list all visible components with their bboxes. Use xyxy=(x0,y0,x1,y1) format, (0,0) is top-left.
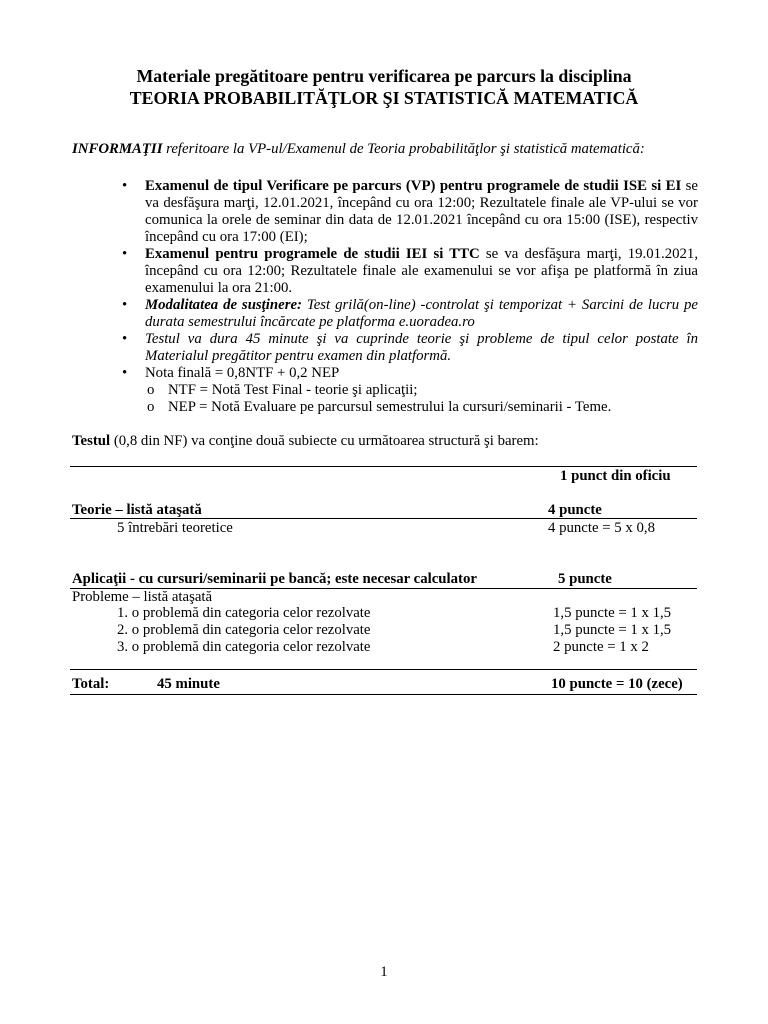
theory-points: 4 puncte xyxy=(548,501,602,518)
problem-item: 2. o problemă din categoria celor rezolvate xyxy=(117,621,371,638)
circle-bullet-icon: o xyxy=(147,398,155,415)
theory-heading: Teorie – listă ataşată xyxy=(72,501,202,518)
problem-item: 3. o problemă din categoria celor rezolvate xyxy=(117,638,371,655)
info-lead: INFORMAŢII xyxy=(72,140,163,157)
title-line-2: TEORIA PROBABILITĂŢLOR ŞI STATISTICĂ MATEMATICĂ xyxy=(129,88,639,108)
bullet-lead: Examenul de tipul Verificare pe parcurs (VP) pentru programele de studii ISE si EI xyxy=(145,177,682,194)
sub-bullet-text: NTF = Notă Test Final - teorie şi aplicaţii; xyxy=(168,381,418,398)
document-title xyxy=(0,65,768,109)
bullet-text: se va desfăşura marţi, 12.01.2021, începând cu ora 12:00; Rezultatele finale ale VP-ului se vor comunica la orele de seminar din data de 12.01.2021 începând cu ora 15:00 (ISE), respectiv începând cu ora 17:00 (EI); xyxy=(145,177,698,245)
test-text: (0,8 din NF) va conţine două subiecte cu următoarea structură şi barem: xyxy=(113,432,539,449)
problem-item-points: 1,5 puncte = 1 x 1,5 xyxy=(553,604,672,621)
bullet-text: Testul va dura 45 minute şi va cuprinde teorie şi probleme de tipul celor postate în Materialul pregătitor pentru examen din platformă. xyxy=(145,330,698,364)
applications-heading: Aplicaţii - cu cursuri/seminarii pe bancă; este necesar calculator xyxy=(72,570,477,587)
info-bullet-list xyxy=(0,178,768,416)
problem-item-points: 1,5 puncte = 1 x 1,5 xyxy=(553,621,672,638)
sub-bullet-text: NEP = Notă Evaluare pe parcursul semestrului la cursuri/seminarii - Teme. xyxy=(168,398,612,415)
sub-bullet-ntf xyxy=(147,381,698,399)
theory-item-points: 4 puncte = 5 x 0,8 xyxy=(548,519,655,536)
oficiu-points: 1 punct din oficiu xyxy=(560,467,671,484)
bullet-icon: • xyxy=(122,177,128,194)
total-duration: 45 minute xyxy=(157,675,220,692)
bullet-text: Nota finală = 0,8NTF + 0,2 NEP xyxy=(145,364,340,381)
sub-bullet-list xyxy=(145,382,698,416)
sub-bullet-nep xyxy=(147,398,698,416)
problems-subheading: Probleme – listă ataşată xyxy=(72,588,213,605)
page-number: 1 xyxy=(380,963,388,980)
bullet-lead: Modalitatea de susţinere: xyxy=(145,296,302,313)
applications-points: 5 puncte xyxy=(558,570,612,587)
bullet-text: se va desfăşura marţi, 19.01.2021, începând cu ora 12:00; Rezultatele finale ale examenului se vor afişa pe platformă în ziua examenului la ora 21:00. xyxy=(145,245,699,296)
bullet-text: Test grilă(on-line) -controlat şi temporizat + Sarcini de lucru pe durata semestrului încărcate pe platforma e.uoradea.ro xyxy=(145,296,698,330)
bullet-lead: Examenul pentru programele de studii IEI si TTC xyxy=(145,245,480,262)
total-points: 10 puncte = 10 (zece) xyxy=(551,675,683,692)
circle-bullet-icon: o xyxy=(147,381,155,398)
theory-item: 5 întrebări teoretice xyxy=(117,519,233,536)
total-label: Total: xyxy=(72,675,110,692)
bullet-item-modality xyxy=(122,296,698,331)
bullet-item-final-grade xyxy=(122,364,698,416)
bullet-icon: • xyxy=(122,296,128,313)
bullet-icon: • xyxy=(122,364,128,381)
bullet-item-duration xyxy=(122,330,698,365)
test-lead: Testul xyxy=(72,432,111,449)
test-structure-line xyxy=(72,433,539,450)
bullet-item-vp-exam xyxy=(122,177,698,246)
total-top-rule xyxy=(70,669,697,670)
title-line-1: Materiale pregătitoare pentru verificarea pe parcurs la disciplina xyxy=(136,66,632,86)
bullet-icon: • xyxy=(122,330,128,347)
problem-item-points: 2 puncte = 1 x 2 xyxy=(553,638,649,655)
bullet-icon: • xyxy=(122,245,128,262)
info-text: referitoare la VP-ul/Examenul de Teoria probabilităţlor şi statistică matematică: xyxy=(166,140,645,157)
table-bottom-rule xyxy=(70,694,697,695)
problem-item: 1. o problemă din categoria celor rezolvate xyxy=(117,604,371,621)
info-line xyxy=(72,141,645,158)
bullet-item-exam xyxy=(122,245,699,297)
